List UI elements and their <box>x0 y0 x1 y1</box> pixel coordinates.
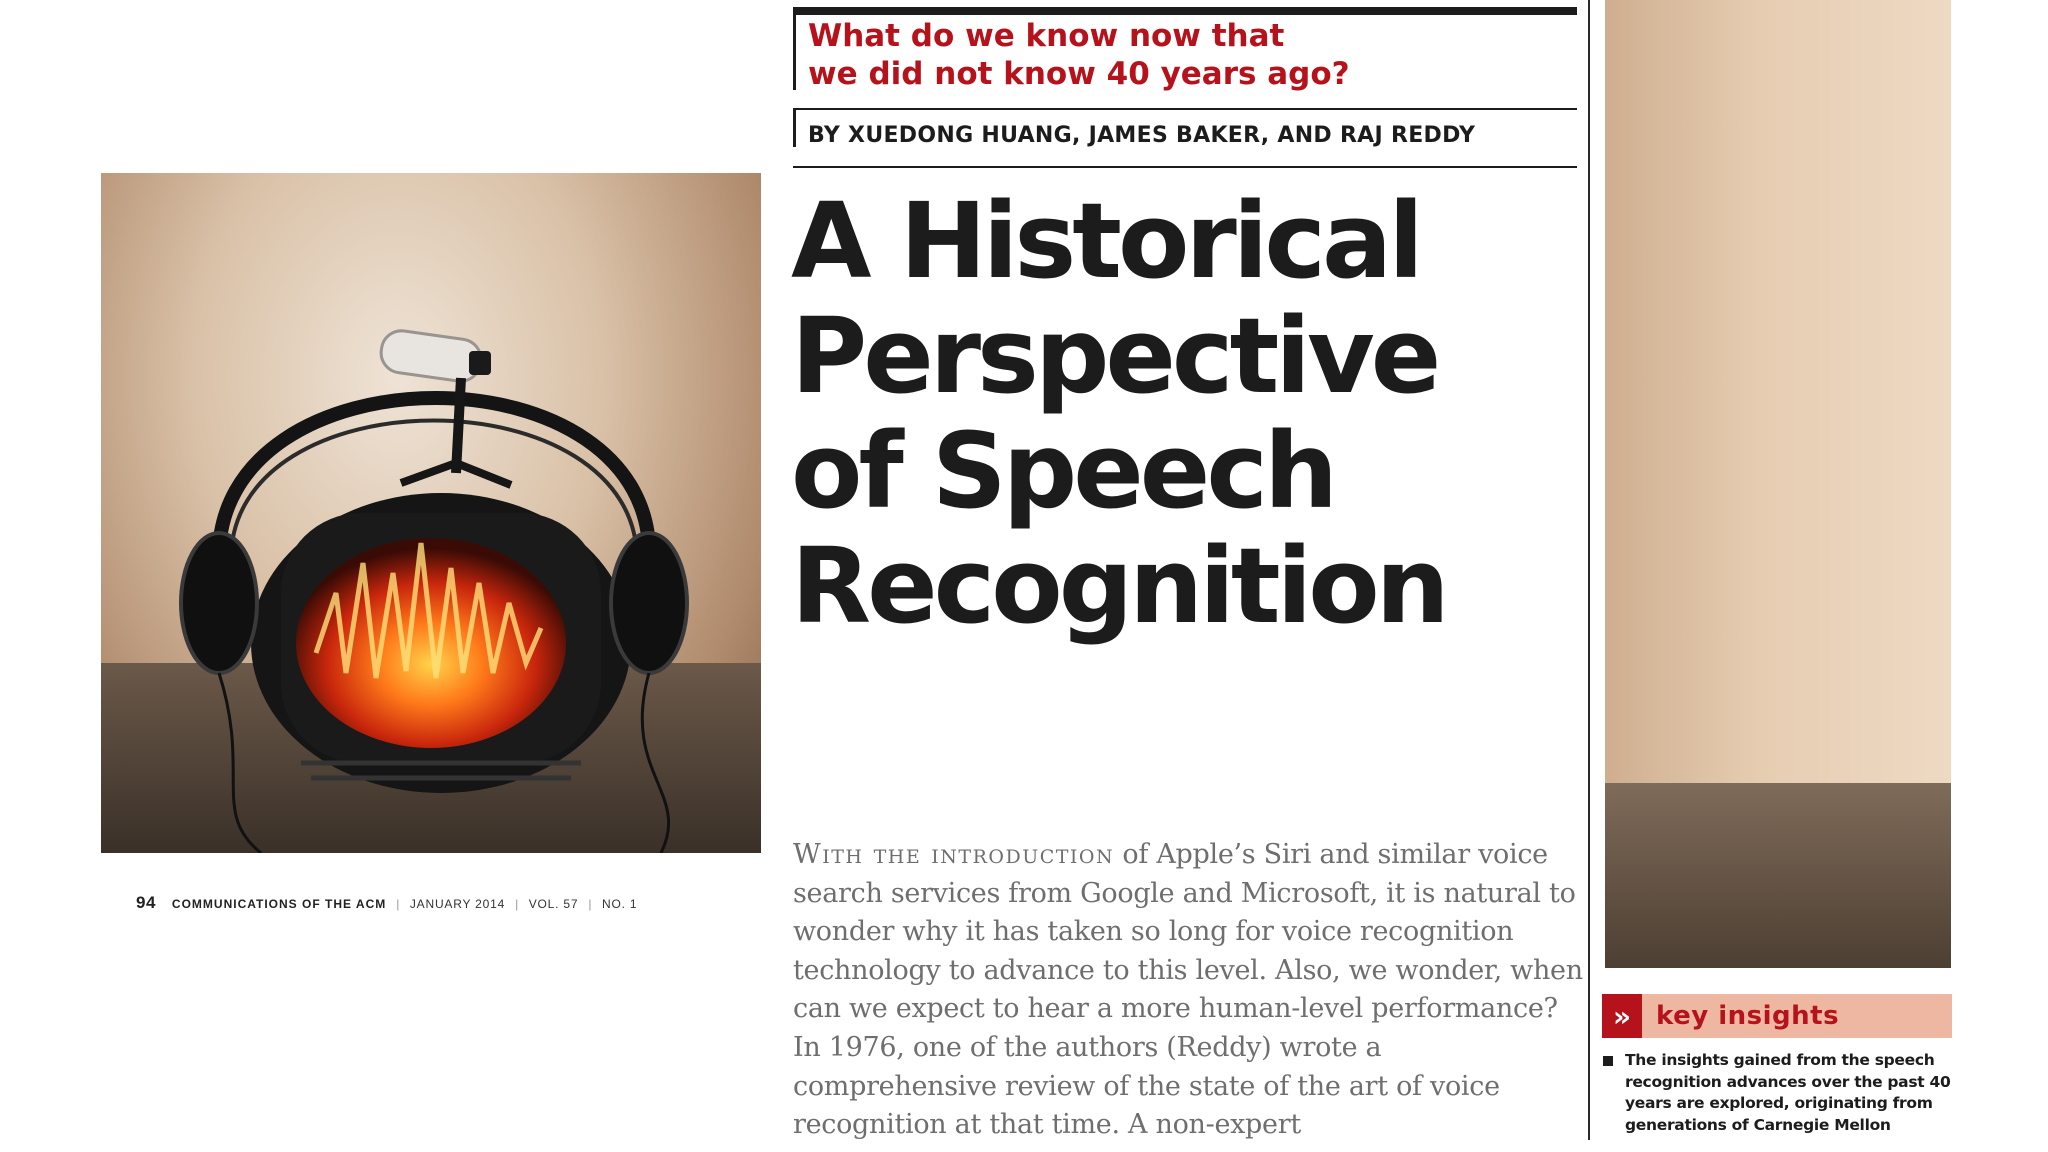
title-line: Recognition <box>791 525 1446 647</box>
side-photo-floor <box>1605 783 1951 968</box>
key-insight-item: The insights gained from the speech recognition advances over the past 40 years are explored, originating from generations of Carnegie Mellon <box>1625 1051 1951 1134</box>
header-top-rule <box>793 7 1577 15</box>
article-title <box>791 180 1571 647</box>
page-footer <box>136 893 776 913</box>
title-line: of Speech <box>791 410 1335 532</box>
issue-date: JANUARY 2014 <box>409 897 506 911</box>
separator: | <box>588 897 592 911</box>
magazine-name: COMMUNICATIONS OF THE ACM <box>171 897 387 911</box>
teaser-line: What do we know now that <box>808 18 1285 54</box>
key-insights-header <box>1602 994 1952 1038</box>
issue-number: NO. 1 <box>601 897 638 911</box>
teaser-line: we did not know 40 years ago? <box>808 56 1350 92</box>
key-insights-title: key insights <box>1656 1001 1840 1031</box>
byline-bottom-rule <box>793 166 1577 168</box>
lead-in: With the introduction <box>793 839 1115 870</box>
side-photo <box>1605 0 1951 968</box>
double-chevron-right-icon: » <box>1602 994 1642 1038</box>
issue-volume: VOL. 57 <box>528 897 579 911</box>
column-divider <box>1588 0 1590 1140</box>
page-number: 94 <box>136 893 156 912</box>
byline-top-rule <box>793 108 1577 110</box>
byline: BY XUEDONG HUANG, JAMES BAKER, AND RAJ REDDY <box>808 123 1476 148</box>
separator: | <box>396 897 400 911</box>
headphones-tv-illustration <box>101 173 761 853</box>
body-paragraph: of Apple’s Siri and similar voice search services from Google and Microsoft, it is natural to wonder why it has taken so long for voice recognition technology to advance to this level. Also, we wonder, when can we expect to hear a more human-level performance? In 1976, one of the authors (Reddy) wrote a comprehensive review of the state of the art of voice recognition at that time. A non-expert <box>793 839 1583 1141</box>
separator: | <box>515 897 519 911</box>
title-line: Perspective <box>791 295 1438 417</box>
hero-photo <box>101 173 761 853</box>
teaser-rule <box>793 15 796 90</box>
bullet-icon <box>1603 1056 1613 1066</box>
byline-rule <box>793 110 796 147</box>
title-line: A Historical <box>791 180 1420 302</box>
article-body <box>793 836 1585 1145</box>
article-teaser <box>808 17 1568 93</box>
